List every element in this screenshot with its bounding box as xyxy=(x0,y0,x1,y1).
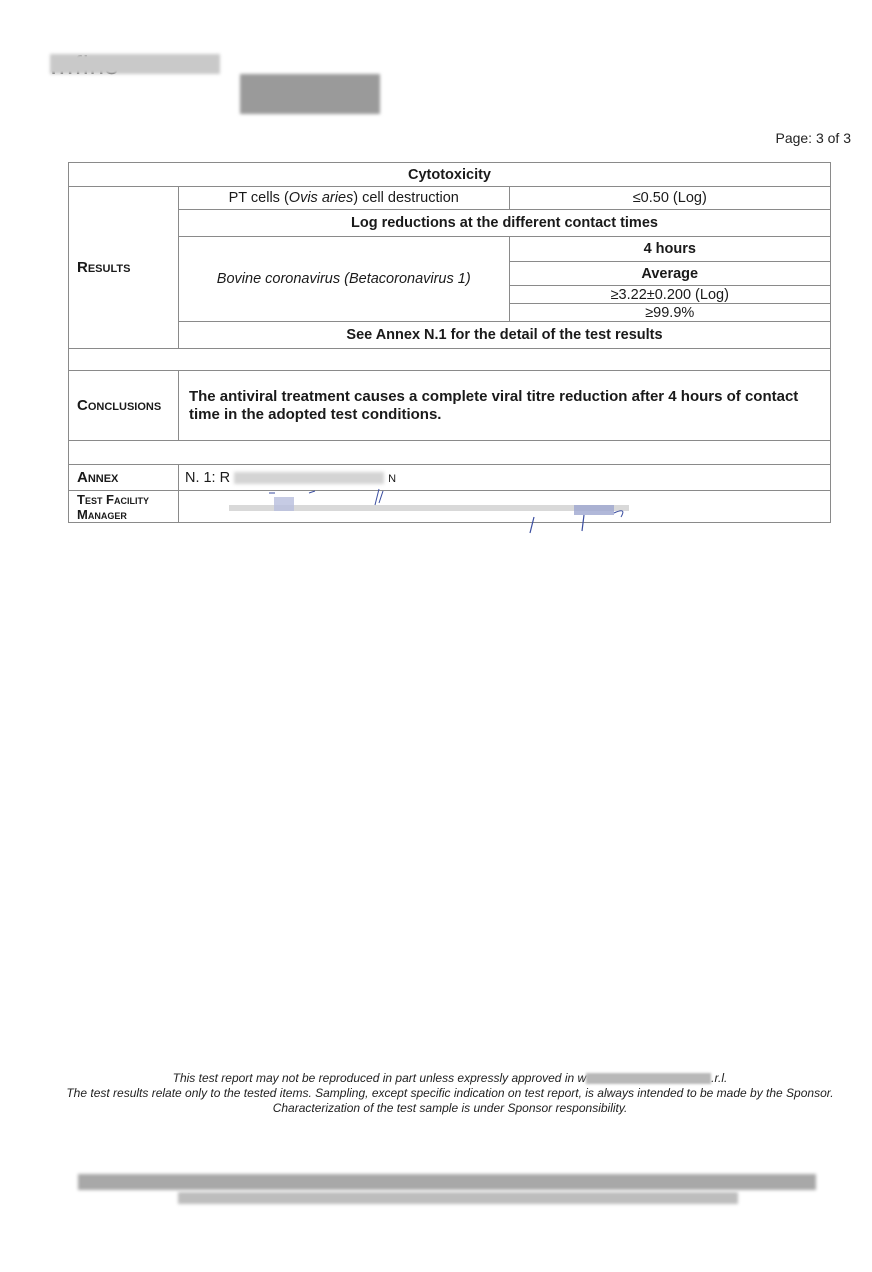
manager-label-line1: Test Facility xyxy=(77,491,149,507)
percent-reduction-value: ≥99.9% xyxy=(509,304,831,322)
cytotoxicity-heading: Cytotoxicity xyxy=(69,163,831,187)
footer-line-1 xyxy=(60,1071,840,1086)
logo-redaction xyxy=(50,54,220,74)
annex-value-start: N. 1: R xyxy=(184,469,231,486)
signature-mark xyxy=(229,487,689,535)
contact-time-row xyxy=(69,237,831,262)
footer-redaction xyxy=(586,1073,711,1084)
annex-redaction xyxy=(234,472,384,484)
organism-name: Bovine coronavirus (Betacoronavirus 1) xyxy=(178,237,509,322)
cell-destruction-value: ≤0.50 (Log) xyxy=(509,187,831,210)
annex-note: See Annex N.1 for the detail of the test results xyxy=(178,322,830,349)
cell-destruction-suffix: ) cell destruction xyxy=(353,190,459,206)
cell-destruction-prefix: PT cells ( xyxy=(228,190,289,206)
contact-time: 4 hours xyxy=(509,237,831,262)
contact-info-redacted xyxy=(78,1172,818,1206)
page-indicator: Page: 3 of 3 xyxy=(775,130,851,146)
spacer-row-2 xyxy=(69,441,831,465)
annex-note-row xyxy=(69,322,831,349)
spacer-cell-2 xyxy=(69,441,831,465)
contact-redaction-2 xyxy=(178,1192,738,1204)
footer-line-1-start: This test report may not be reproduced in part unless expressly approved in w xyxy=(172,1071,587,1085)
contact-redaction-1 xyxy=(78,1174,816,1190)
log-reductions-heading: Log reductions at the different contact times xyxy=(178,210,830,237)
manager-signature-cell xyxy=(178,491,830,523)
conclusions-label: Conclusions xyxy=(69,371,179,441)
footer-line-1-end: .r.l. xyxy=(711,1071,728,1085)
results-table xyxy=(68,162,831,523)
results-label: Results xyxy=(69,187,179,349)
log-reduction-value: ≥3.22±0.200 (Log) xyxy=(509,286,831,304)
cell-destruction-species: Ovis aries xyxy=(288,190,354,206)
footer-disclaimer xyxy=(60,1071,840,1116)
log-reductions-heading-row xyxy=(69,210,831,237)
spacer-cell xyxy=(69,349,831,371)
manager-row xyxy=(69,491,831,523)
manager-label xyxy=(69,491,179,523)
company-logo xyxy=(50,50,410,120)
cell-destruction-row xyxy=(69,187,831,210)
annex-value-end: N xyxy=(388,472,397,485)
conclusions-text: The antiviral treatment causes a complete viral titre reduction after 4 hours of contact time in the adopted test conditions. xyxy=(178,371,830,441)
footer-line-2: The test results relate only to the tested items. Sampling, except specific indication on test report, is always intended to be made by the Sponsor. Characterization of the test sample is under Sponsor responsibility. xyxy=(66,1086,834,1115)
spacer-row xyxy=(69,349,831,371)
average-label: Average xyxy=(509,262,831,286)
annex-label: Annex xyxy=(69,465,179,491)
conclusions-row xyxy=(69,371,831,441)
cytotoxicity-heading-row xyxy=(69,163,831,187)
logo-redaction-2 xyxy=(240,74,380,114)
cell-destruction-label xyxy=(178,187,509,210)
manager-label-line2: Manager xyxy=(77,506,127,522)
